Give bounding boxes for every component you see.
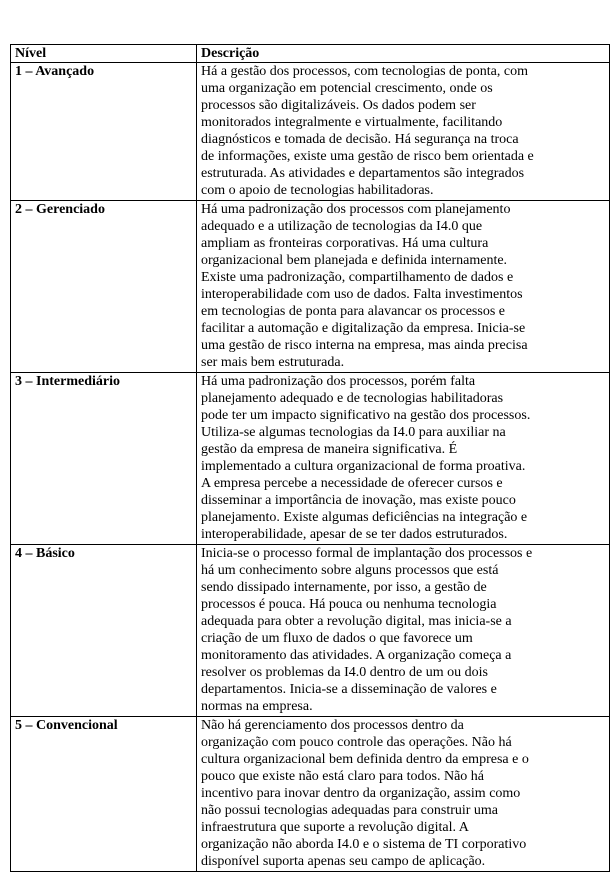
header-description: Descrição <box>197 45 610 63</box>
description-line: gestão da empresa de maneira significativa. É <box>201 442 458 457</box>
description-line: Há uma padronização dos processos, porém falta <box>201 374 476 389</box>
table-row <box>11 717 610 872</box>
level-cell: 4 – Básico <box>11 545 197 717</box>
description-line: organizacional bem planejada e definida internamente. <box>201 253 508 268</box>
description-line: incentivo para inovar dentro da organização, assim como <box>201 786 521 801</box>
description-line: monitoramento das atividades. A organização começa a <box>201 648 512 663</box>
description-cell <box>197 63 610 201</box>
maturity-levels-table <box>10 44 610 872</box>
description-line: adequado e a utilização de tecnologias da I4.0 que <box>201 219 483 234</box>
description-line: infraestrutura que suporte a revolução digital. A <box>201 820 469 835</box>
description-line: resolver os problemas da I4.0 dentro de um ou dois <box>201 665 488 680</box>
description-line: A empresa percebe a necessidade de oferecer cursos e <box>201 476 503 491</box>
description-line: uma gestão de risco interna na empresa, mas ainda precisa <box>201 338 528 353</box>
header-level: Nível <box>11 45 197 63</box>
description-line: Utiliza-se algumas tecnologias da I4.0 para auxiliar na <box>201 425 506 440</box>
description-line: processos é pouca. Há pouca ou nenhuma tecnologia <box>201 597 497 612</box>
table-header-row <box>11 45 610 63</box>
description-line: diagnósticos e tomada de decisão. Há segurança na troca <box>201 132 519 147</box>
level-cell: 3 – Intermediário <box>11 373 197 545</box>
description-cell <box>197 201 610 373</box>
description-line: planejamento. Existe algumas deficiências na integração e <box>201 510 528 525</box>
table-row <box>11 201 610 373</box>
description-line: não possui tecnologias adequadas para construir uma <box>201 803 499 818</box>
description-line: Existe uma padronização, compartilhamento de dados e <box>201 270 514 285</box>
description-line: normas na empresa. <box>201 699 313 714</box>
description-line: processos são digitalizáveis. Os dados podem ser <box>201 98 476 113</box>
level-cell: 2 – Gerenciado <box>11 201 197 373</box>
description-line: ampliam as fronteiras corporativas. Há uma cultura <box>201 236 489 251</box>
description-line: planejamento adequado e de tecnologias habilitadoras <box>201 391 504 406</box>
description-line: adequada para obter a revolução digital, mas inicia-se a <box>201 614 512 629</box>
description-cell <box>197 373 610 545</box>
description-line: interoperabilidade, apesar de se ter dados estruturados. <box>201 527 508 542</box>
description-line: há um conhecimento sobre alguns processos que está <box>201 563 499 578</box>
description-line: sendo dissipado internamente, por isso, a gestão de <box>201 580 487 595</box>
description-line: pode ter um impacto significativo na gestão dos processos. <box>201 408 531 423</box>
description-line: em tecnologias de ponta para alavancar os processos e <box>201 304 505 319</box>
table-row <box>11 373 610 545</box>
description-line: Há a gestão dos processos, com tecnologias de ponta, com <box>201 64 528 79</box>
description-line: com o apoio de tecnologias habilitadoras. <box>201 183 434 198</box>
table-row <box>11 545 610 717</box>
description-line: monitorados integralmente e virtualmente, facilitando <box>201 115 503 130</box>
description-line: ser mais bem estruturada. <box>201 355 345 370</box>
description-line: interoperabilidade com uso de dados. Falta investimentos <box>201 287 523 302</box>
description-line: disseminar a importância de inovação, mas existe pouco <box>201 493 516 508</box>
description-line: de informações, existe uma gestão de risco bem orientada e <box>201 149 534 164</box>
description-line: implementado a cultura organizacional de forma proativa. <box>201 459 526 474</box>
level-cell: 5 – Convencional <box>11 717 197 872</box>
table-row <box>11 63 610 201</box>
description-cell <box>197 545 610 717</box>
description-line: Inicia-se o processo formal de implantação dos processos e <box>201 546 533 561</box>
level-cell: 1 – Avançado <box>11 63 197 201</box>
description-line: Não há gerenciamento dos processos dentro da <box>201 718 464 733</box>
description-line: disponível suporta apenas seu campo de aplicação. <box>201 854 486 869</box>
description-line: departamentos. Inicia-se a disseminação de valores e <box>201 682 497 697</box>
description-line: estruturada. As atividades e departamentos são integrados <box>201 166 525 181</box>
description-line: organização não aborda I4.0 e o sistema de TI corporativo <box>201 837 527 852</box>
description-line: pouco que existe não está claro para todos. Não há <box>201 769 485 784</box>
description-line: organização com pouco controle das operações. Não há <box>201 735 512 750</box>
description-line: criação de um fluxo de dados o que favorece um <box>201 631 473 646</box>
description-line: cultura organizacional bem definida dentro da empresa e o <box>201 752 529 767</box>
description-line: Há uma padronização dos processos com planejamento <box>201 202 511 217</box>
description-cell <box>197 717 610 872</box>
description-line: facilitar a automação e digitalização da empresa. Inicia-se <box>201 321 526 336</box>
description-line: uma organização em potencial crescimento, onde os <box>201 81 493 96</box>
